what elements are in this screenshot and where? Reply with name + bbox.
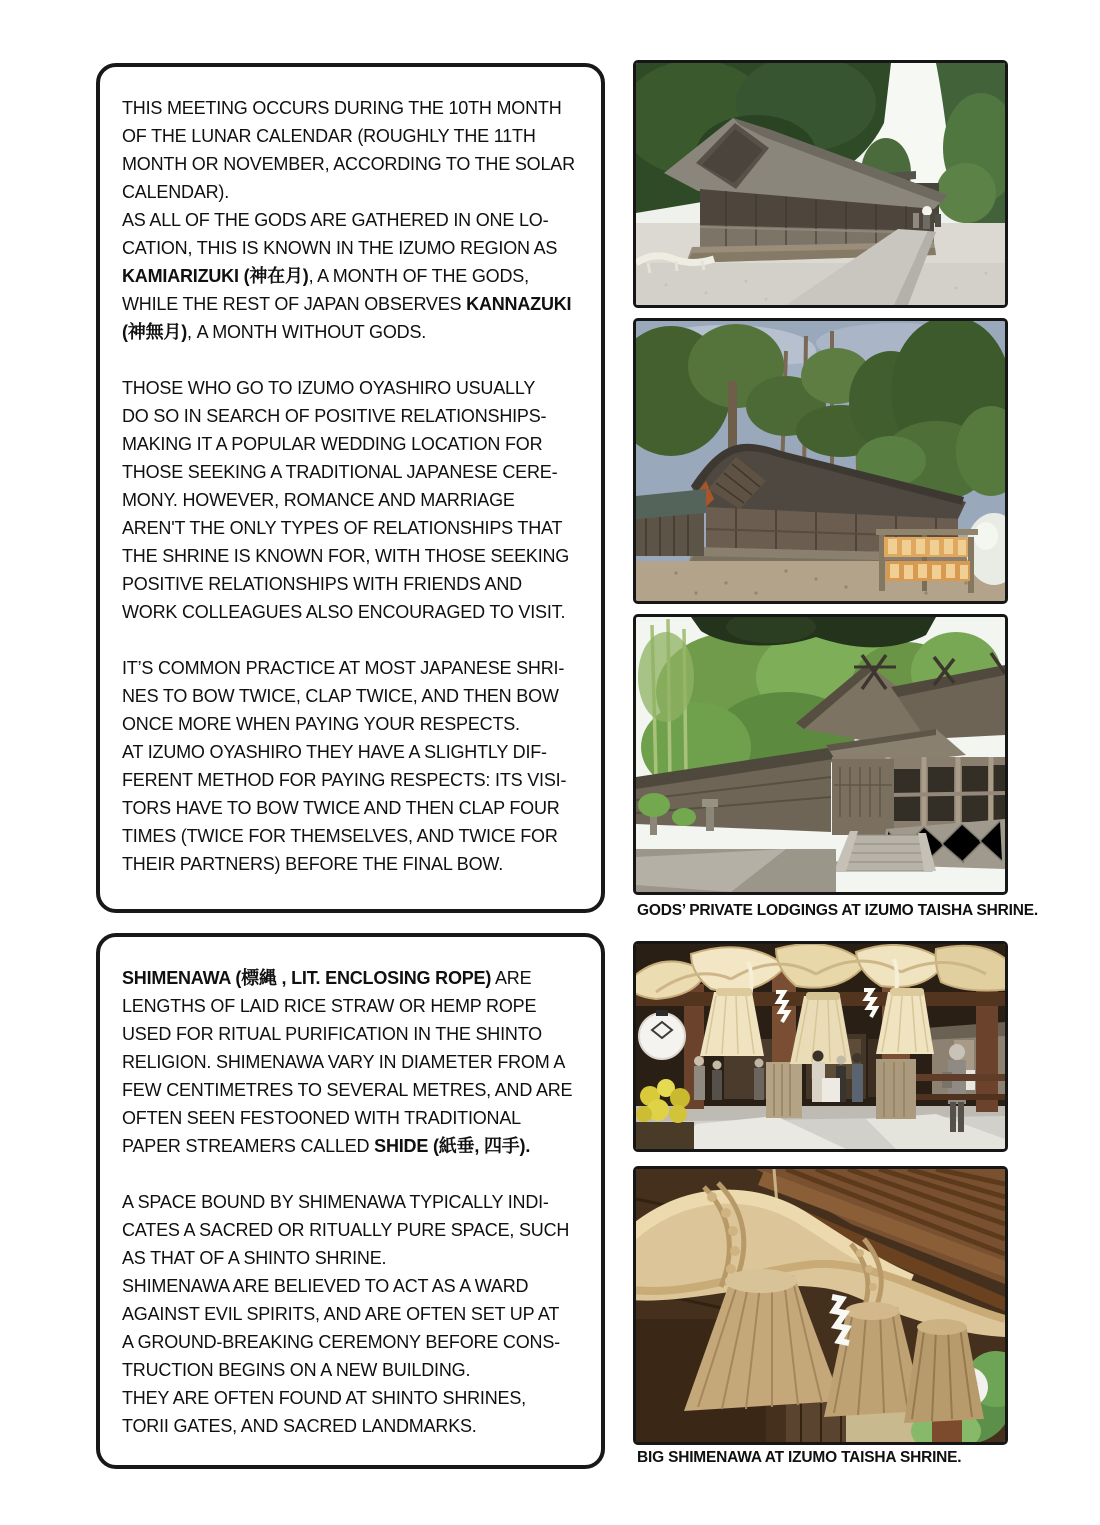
caption-gods-lodgings: GODS’ PRIVATE LODGINGS AT IZUMO TAISHA SHRINE.: [637, 902, 1038, 919]
textbox-shimenawa-text: SHIMENAWA (標縄 , LIT. ENCLOSING ROPE) ARE LENGTHS OF LAID RICE STRAW OR HEMP ROPE USED FOR RITUAL PURIFICATION IN THE SHINTO RELIGION. SHIMENAWA VARY IN DIAMETER FROM A FEW CENTIMETRES TO SEVERAL METRES, AND ARE OFTEN SEEN FESTOONED WITH TRADITIONAL PAPER STREAMERS CALLED SHIDE (紙垂, 四手). A SPACE BOUND BY SHIMENAWA TYPICALLY INDI- CATES A SACRED OR RITUALLY PURE SPACE, SUCH AS THAT OF A SHINTO SHRINE. SHIMENAWA ARE BELIEVED TO ACT AS A WARD AGAINST EVIL SPIRITS, AND ARE OFTEN SET UP AT A GROUND-BREAKING CEREMONY BEFORE CONS- TRUCTION BEGINS ON A NEW BUILDING. THEY ARE OFTEN FOUND AT SHINTO SHRINES, TORII GATES, AND SACRED LANDMARKS.: [122, 968, 573, 1436]
shrine-ema-illustration: [636, 321, 1005, 601]
textbox-kamiarizuki-text: THIS MEETING OCCURS DURING THE 10TH MONTH OF THE LUNAR CALENDAR (ROUGHLY THE 11TH MONTH OR NOVEMBER, ACCORDING TO THE SOLAR CALENDAR). AS ALL OF THE GODS ARE GATHERED IN ONE LO- CATION, THIS IS KNOWN IN THE IZUMO REGION AS KAMIARIZUKI (神在月), A MONTH OF THE GODS, WHILE THE REST OF JAPAN OBSERVES KANNAZUKI (神無月), A MONTH WITHOUT GODS. THOSE WHO GO TO IZUMO OYASHIRO USUALLY DO SO IN SEARCH OF POSITIVE RELATIONSHIPS- MAKING IT A POPULAR WEDDING LOCATION FOR THOSE SEEKING A TRADITIONAL JAPANESE CERE- MONY. HOWEVER, ROMANCE AND MARRIAGE AREN'T THE ONLY TYPES OF RELATIONSHIPS THAT THE SHRINE IS KNOWN FOR, WITH THOSE SEEKING POSITIVE RELATIONSHIPS WITH FRIENDS AND WORK COLLEAGUES ALSO ENCOURAGED TO VISIT. IT’S COMMON PRACTICE AT MOST JAPANESE SHRI- NES TO BOW TWICE, CLAP TWICE, AND THEN BOW ONCE MORE WHEN PAYING YOUR RESPECTS. AT IZUMO OYASHIRO THEY HAVE A SLIGHTLY DIF- FERENT METHOD FOR PAYING RESPECTS: ITS VISI- TORS HAVE TO BOW TWICE AND THEN CLAP FOUR TIMES (TWICE FOR THEMSELVES, AND TWICE FOR THEIR PARTNERS) BEFORE THE FINAL BOW.: [122, 98, 575, 874]
textbox-shimenawa: [96, 933, 605, 1469]
photo-gods-lodgings: [633, 614, 1008, 895]
gods-lodgings-illustration: [636, 617, 1005, 892]
photo-jukusha-long-building: [633, 60, 1008, 308]
big-shimenawa-illustration: [636, 1169, 1005, 1442]
photo-big-shimenawa-closeup: [633, 1166, 1008, 1445]
photo-shrine-ema-boards: [633, 318, 1008, 604]
photo-kaguraden-shimenawa: [633, 941, 1008, 1152]
caption-big-shimenawa: BIG SHIMENAWA AT IZUMO TAISHA SHRINE.: [637, 1449, 962, 1466]
shrine-long-building-illustration: [636, 63, 1005, 305]
kaguraden-shimenawa-illustration: [636, 944, 1005, 1149]
textbox-kamiarizuki: [96, 63, 605, 913]
